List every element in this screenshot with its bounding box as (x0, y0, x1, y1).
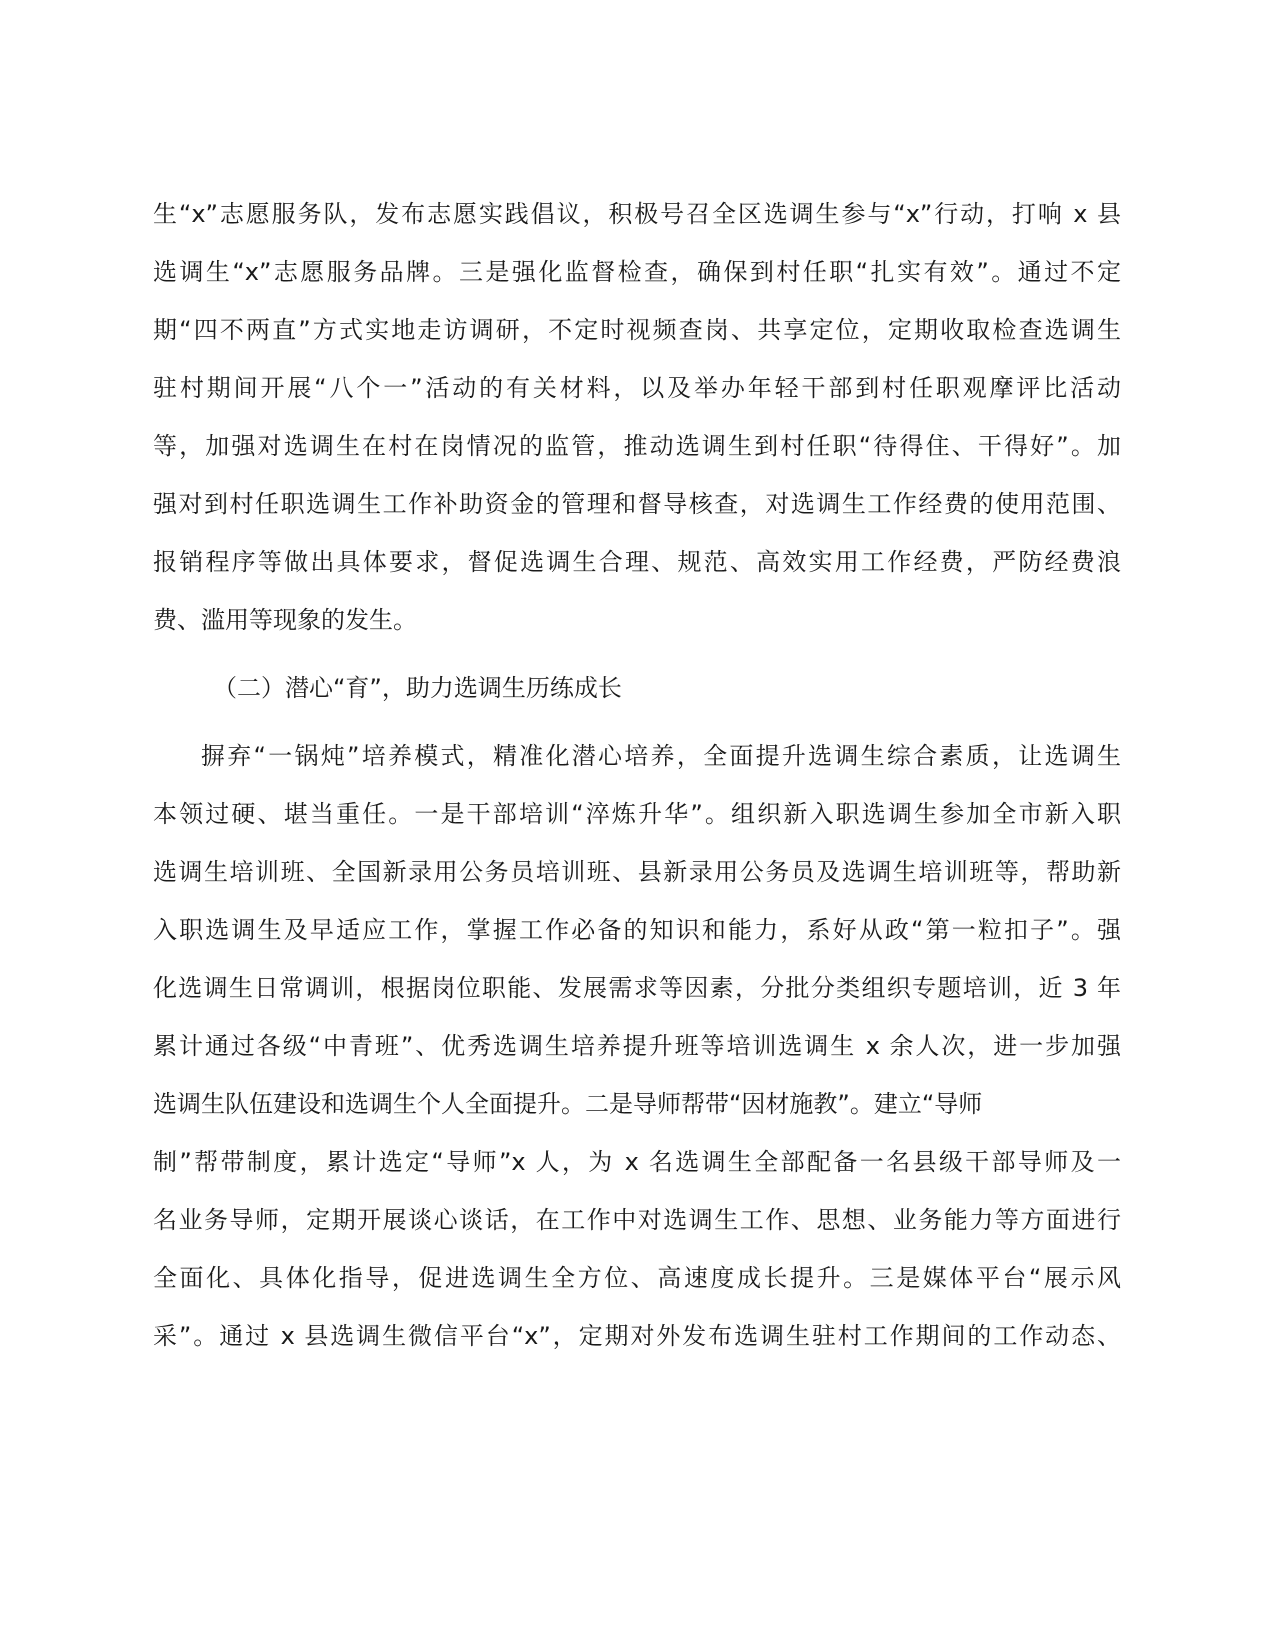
text-line: 生“x”志愿服务队，发布志愿实践倡议，积极号召全区选调生参与“x”行动，打响 x 县 (153, 200, 1121, 228)
spacer (153, 649, 1121, 659)
text-line: 驻村期间开展“八个一”活动的有关材料，以及举办年轻干部到村任职观摩评比活动 (153, 374, 1121, 402)
paragraph-1 (153, 185, 1121, 649)
text-line: 期“四不两直”方式实地走访调研，不定时视频查岗、共享定位，定期收取检查选调生 (153, 316, 1121, 344)
text-line: 选调生“x”志愿服务品牌。三是强化监督检查，确保到村任职“扎实有效”。通过不定 (153, 258, 1121, 286)
document-body (153, 185, 1121, 1365)
text-line: 累计通过各级“中青班”、优秀选调生培养提升班等培训选调生 x 余人次，进一步加强 (153, 1032, 1121, 1060)
text-line: 选调生队伍建设和选调生个人全面提升。二是导师帮带“因材施教”。建立“导师 (153, 1090, 983, 1118)
text-line: 报销程序等做出具体要求，督促选调生合理、规范、高效实用工作经费，严防经费浪 (153, 548, 1121, 576)
section-heading: （二）潜心“育”，助力选调生历练成长 (213, 674, 622, 702)
text-line: 入职选调生及早适应工作，掌握工作必备的知识和能力，系好从政“第一粒扣子”。强 (153, 916, 1121, 944)
text-line: 制”帮带制度，累计选定“导师”x 人，为 x 名选调生全部配备一名县级干部导师及一 (153, 1148, 1121, 1176)
paragraph-2 (153, 727, 1121, 1365)
spacer (153, 717, 1121, 727)
text-line: 名业务导师，定期开展谈心谈话，在工作中对选调生工作、思想、业务能力等方面进行 (153, 1206, 1121, 1234)
text-line: 化选调生日常调训，根据岗位职能、发展需求等因素，分批分类组织专题培训，近 3 年 (153, 974, 1121, 1002)
text-line: 选调生培训班、全国新录用公务员培训班、县新录用公务员及选调生培训班等，帮助新 (153, 858, 1121, 886)
text-line: 全面化、具体化指导，促进选调生全方位、高速度成长提升。三是媒体平台“展示风 (153, 1264, 1121, 1292)
text-line: 强对到村任职选调生工作补助资金的管理和督导核查，对选调生工作经费的使用范围、 (153, 490, 1121, 518)
text-line: 采”。通过 x 县选调生微信平台“x”，定期对外发布选调生驻村工作期间的工作动态、 (153, 1322, 1121, 1350)
text-line: 费、滥用等现象的发生。 (153, 606, 417, 634)
text-line: 本领过硬、堪当重任。一是干部培训“淬炼升华”。组织新入职选调生参加全市新入职 (153, 800, 1121, 828)
text-line: 等，加强对选调生在村在岗情况的监管，推动选调生到村任职“待得住、干得好”。加 (153, 432, 1121, 460)
text-line: 摒弃“一锅炖”培养模式，精准化潜心培养，全面提升选调生综合素质，让选调生 (201, 742, 1121, 770)
